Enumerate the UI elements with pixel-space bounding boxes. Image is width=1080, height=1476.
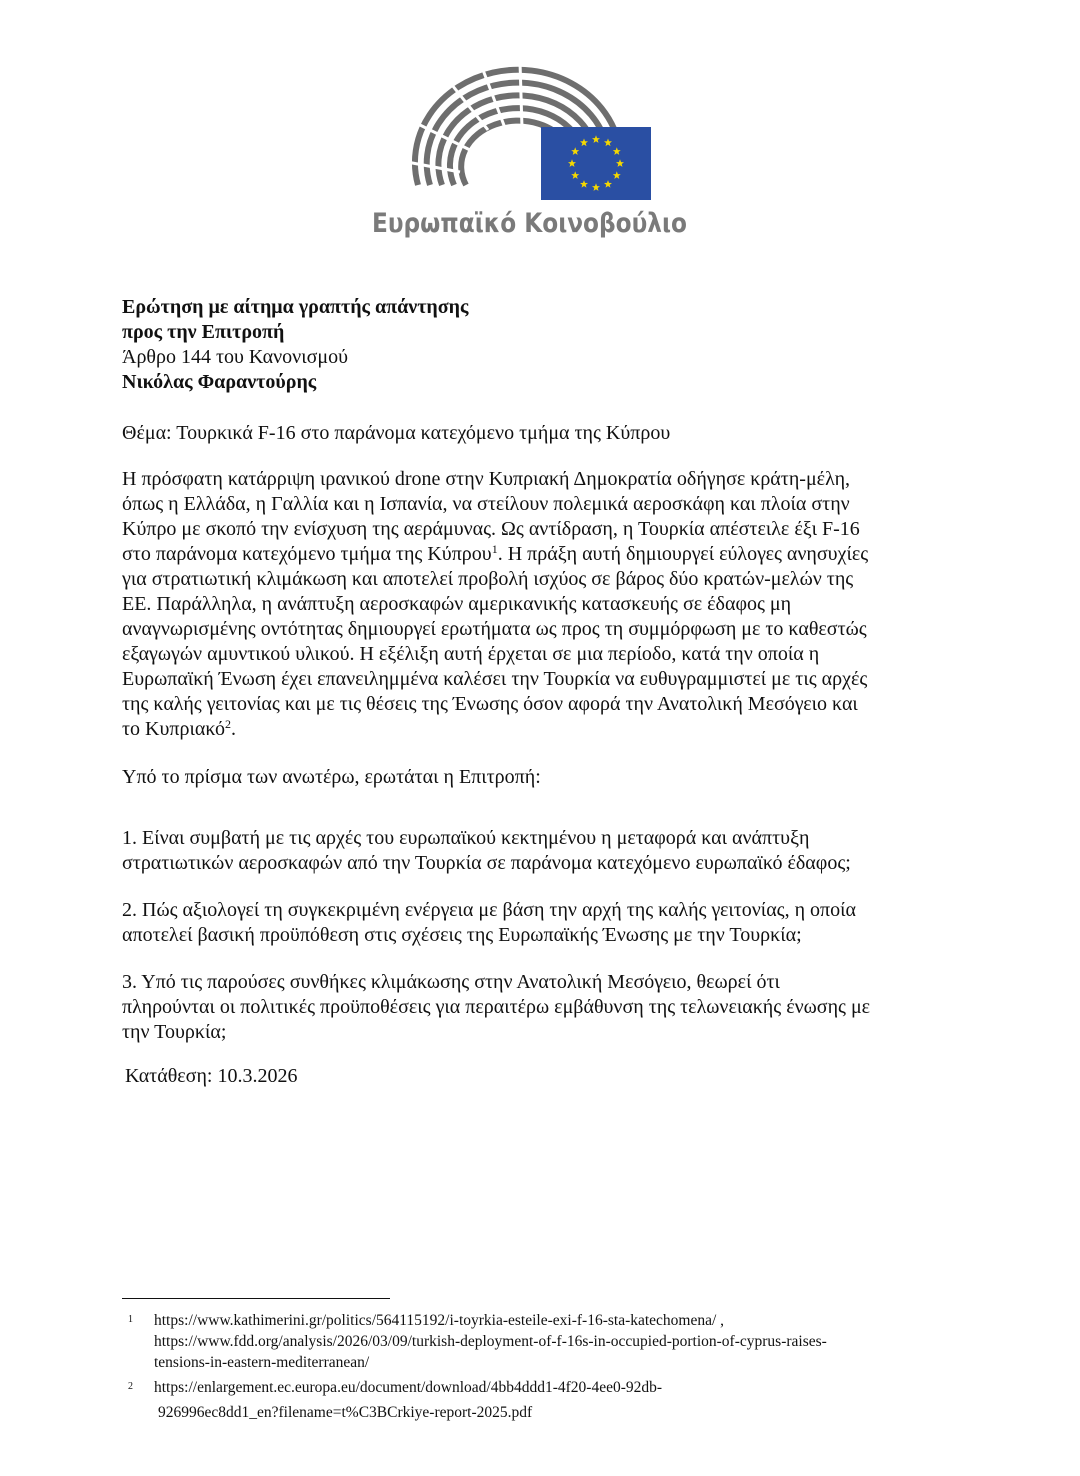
question-line: 2. Πώς αξιολογεί τη συγκεκριμένη ενέργεια με βάση την αρχή της καλής γειτονίας, η οποία (122, 899, 857, 921)
body-line (122, 542, 942, 567)
footnote-link[interactable]: https://enlargement.ec.europa.eu/document/download/4bb4ddd1-4f20-4ee0-92db- (154, 1379, 663, 1396)
european-parliament-logo (370, 60, 687, 250)
question-line: 3. Υπό τις παρούσες συνθήκες κλιμάκωσης στην Ανατολική Μεσόγειο, θεωρεί ότι (122, 971, 780, 993)
body-line: εξαγωγών αμυντικού υλικού. Η εξέλιξη αυτή έρχεται σε μια περίοδο, κατά την οποία η (122, 643, 820, 665)
footnote-link[interactable]: https://www.kathimerini.gr/politics/564115192/i-toyrkia-esteile-exi-f-16-sta-katechomena/ , (154, 1312, 725, 1329)
body-text: το Κυπριακό (122, 718, 225, 740)
question-2 (122, 898, 952, 948)
body-text: . (230, 718, 236, 740)
logo-text: Ευρωπαϊκό Κοινοβούλιο (372, 208, 687, 239)
footnote-2 (122, 1377, 962, 1423)
body-line: ΕΕ. Παράλληλα, η ανάπτυξη αεροσκαφών αμερικανικής κατασκευής σε έδαφος μη (122, 593, 792, 615)
footnote-number: 1 (128, 1314, 133, 1325)
question-line: πληρούνται οι πολιτικές προϋποθέσεις για περαιτέρω εμβάθυνση της τελωνειακής ένωσης με (122, 996, 871, 1018)
question-header (122, 295, 952, 395)
footnote-divider (122, 1298, 390, 1299)
question-intro: Υπό το πρίσμα των ανωτέρω, ερωτάται η Επιτροπή: (122, 766, 541, 788)
question-type: Ερώτηση με αίτημα γραπτής απάντησης (122, 296, 469, 318)
question-line: στρατιωτικών αεροσκαφών από την Τουρκία σε παράνομα κατεχόμενο ευρωπαϊκό έδαφος; (122, 852, 851, 874)
body-line: αναγνωρισμένης οντότητας δημιουργεί ερωτήματα ως προς τη συμμόρφωση με το καθεστώς (122, 618, 867, 640)
question-1 (122, 826, 952, 876)
question-line: αποτελεί βασική προϋπόθεση στις σχέσεις της Ευρωπαϊκής Ένωσης με την Τουρκία; (122, 924, 802, 946)
question-line: 1. Είναι συμβατή με τις αρχές του ευρωπαϊκού κεκτημένου η μεταφορά και ανάπτυξη (122, 827, 810, 849)
addressee: προς την Επιτροπή (122, 321, 285, 343)
subject-line: Θέμα: Τουρκικά F-16 στο παράνομα κατεχόμενο τμήμα της Κύπρου (122, 422, 671, 444)
body-line: όπως η Ελλάδα, η Γαλλία και η Ισπανία, να στείλουν πολεμικά αεροσκάφη και πλοία στην (122, 493, 850, 515)
question-line: την Τουρκία; (122, 1021, 227, 1043)
body-line: Κύπρο με σκοπό την ενίσχυση της αεράμυνας. Ως αντίδραση, η Τουρκία απέστειλε έξι F-16 (122, 518, 860, 540)
footnote-ref-2: 2 (224, 717, 231, 731)
footnote-ref-1: 1 (491, 542, 498, 556)
footnote-link[interactable]: https://www.fdd.org/analysis/2026/03/09/turkish-deployment-of-f-16s-in-occupied-portion-of-cyprus-raises- (154, 1333, 827, 1350)
body-line: Η πρόσφατη κατάρριψη ιρανικού drone στην Κυπριακή Δημοκρατία οδήγησε κράτη-μέλη, (122, 468, 851, 490)
body-paragraph (122, 467, 942, 742)
body-line: για στρατιωτική κλιμάκωση και αποτελεί προβολή ισχύος σε βάρος δύο κρατών-μελών της (122, 568, 854, 590)
body-text: στο παράνομα κατεχόμενο τμήμα της Κύπρου (122, 543, 492, 565)
footnote-number: 2 (128, 1381, 133, 1392)
author-name: Νικόλας Φαραντούρης (122, 371, 317, 393)
footnote-link-cont[interactable]: tensions-in-eastern-mediterranean/ (154, 1354, 370, 1371)
rule-reference: Άρθρο 144 του Κανονισμού (122, 346, 348, 368)
body-text: . Η πράξη αυτή δημιουργεί εύλογες ανησυχίες (497, 543, 869, 565)
body-line: Ευρωπαϊκή Ένωση έχει επανειλημμένα καλέσει την Τουρκία να ευθυγραμμιστεί με τις αρχές (122, 668, 868, 690)
body-line (122, 717, 942, 742)
footnote-link-cont[interactable]: 926996ec8dd1_en?filename=t%C3BCrkiye-report-2025.pdf (158, 1404, 533, 1421)
filing-date: Κατάθεση: 10.3.2026 (125, 1065, 298, 1087)
hemicycle-flag-icon (370, 60, 660, 210)
body-line: της καλής γειτονίας και με τις θέσεις της Ένωσης όσον αφορά την Ανατολική Μεσόγειο και (122, 693, 858, 715)
footnotes (122, 1310, 962, 1423)
footnote-1 (122, 1310, 962, 1373)
question-3 (122, 970, 952, 1045)
